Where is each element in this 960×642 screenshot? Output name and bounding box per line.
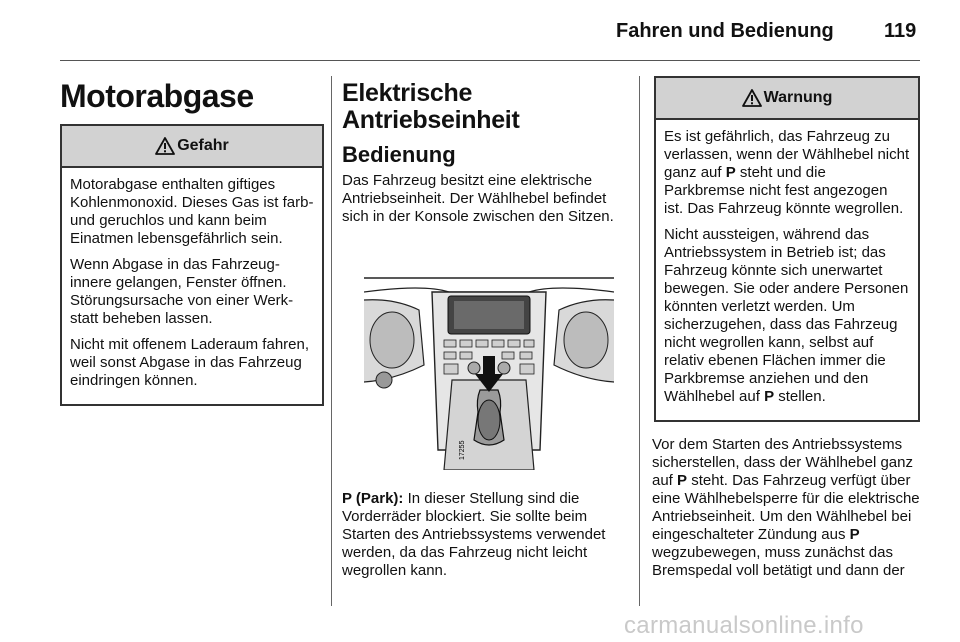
danger-paragraph: Nicht mit offenem Laderaum fahren, weil sonst Abgase in das Fahrzeug eindringen können. xyxy=(70,336,310,389)
warning-text: Es ist gefährlich, das Fahrzeug zu verlassen, wenn der Wählhebel nicht ganz auf xyxy=(664,128,910,181)
warning-box xyxy=(654,76,920,422)
page-number: 119 xyxy=(884,20,917,42)
danger-paragraph: Motorabgase enthalten giftiges Kohlenmonoxid. Dieses Gas ist farb- und geruchlos und kann beim Einatmen lebensgefährlich sein. xyxy=(70,176,314,247)
intro-paragraph: Das Fahrzeug besitzt eine elektrische Antriebseinheit. Der Wählhebel befindet sich in der Konsole zwischen den Sitzen. xyxy=(342,172,614,225)
gear-p-label: P xyxy=(764,388,775,405)
danger-box-title: Gefahr xyxy=(177,137,229,154)
column-divider-2 xyxy=(639,76,640,606)
watermark: carmanualsonline.info xyxy=(624,612,864,639)
gear-p-label: P xyxy=(725,164,736,181)
danger-box xyxy=(60,124,324,406)
warning-box-title: Warnung xyxy=(763,89,833,106)
warning-box-body xyxy=(656,120,918,406)
figure-code: 17255 xyxy=(459,440,466,460)
body-text: Vor dem Starten des Antriebssystems sicherstellen, dass der Wählhebel ganz auf xyxy=(652,436,913,489)
section-heading-motorabgase: Motorabgase xyxy=(60,78,254,114)
danger-paragraph: Wenn Abgase in das Fahrzeuginnere gelangen, Fenster öffnen. Störungsursache von einer Werkstatt beheben lassen. xyxy=(70,256,294,327)
body-text: wegzubewegen, muss zunächst das Bremspedal voll betätigt und dann der xyxy=(652,544,905,579)
warning-paragraph xyxy=(664,226,910,406)
park-paragraph xyxy=(342,490,626,580)
subheading-bedienung: Bedienung xyxy=(342,142,456,167)
danger-box-body xyxy=(62,168,322,390)
park-text: In dieser Stellung sind die Vorderräder blockiert. Sie sollte beim Starten des Antriebssystems verwendet werden, da das Fahrzeug nicht leicht wegrollen kann. xyxy=(342,490,606,579)
gear-p-label: P xyxy=(849,526,860,543)
warning-text: steht und die Parkbremse nicht fest angezogen ist. Das Fahrzeug könnte wegrollen. xyxy=(664,164,904,217)
warning-text: Nicht aussteigen, während das Antriebssystem in Betrieb ist; das Fahrzeug könnte sich unerwartet bewegen. Sie oder andere Personen könnten verletzt werden. Um sicherzugehen, dass das Fahrzeug nicht wegrollen kann, selbst auf relativ ebenen Flächen immer die Parkbremse anziehen und den Wählhebel auf xyxy=(664,226,909,405)
header-rule xyxy=(60,60,920,61)
gear-selector-illustration xyxy=(364,270,614,470)
warning-paragraph xyxy=(664,128,910,218)
page-header-title: Fahren und Bedienung xyxy=(616,20,834,42)
body-paragraph xyxy=(652,436,922,580)
column-divider-1 xyxy=(331,76,332,606)
gear-p-label: P xyxy=(677,472,688,489)
warning-box-header xyxy=(656,78,918,120)
park-label: P (Park): xyxy=(342,490,404,507)
warning-triangle-icon xyxy=(742,89,762,107)
warning-triangle-icon xyxy=(155,137,175,155)
section-heading-antriebseinheit: Elektrische Antriebseinheit xyxy=(342,79,520,134)
danger-box-header xyxy=(62,126,322,168)
body-text: steht. Das Fahrzeug verfügt über eine Wählhebelsperre für die elektrische Antriebseinheit. Um den Wählhebel bei eingeschalteter Zündung aus xyxy=(652,472,920,543)
warning-text: stellen. xyxy=(774,388,826,405)
